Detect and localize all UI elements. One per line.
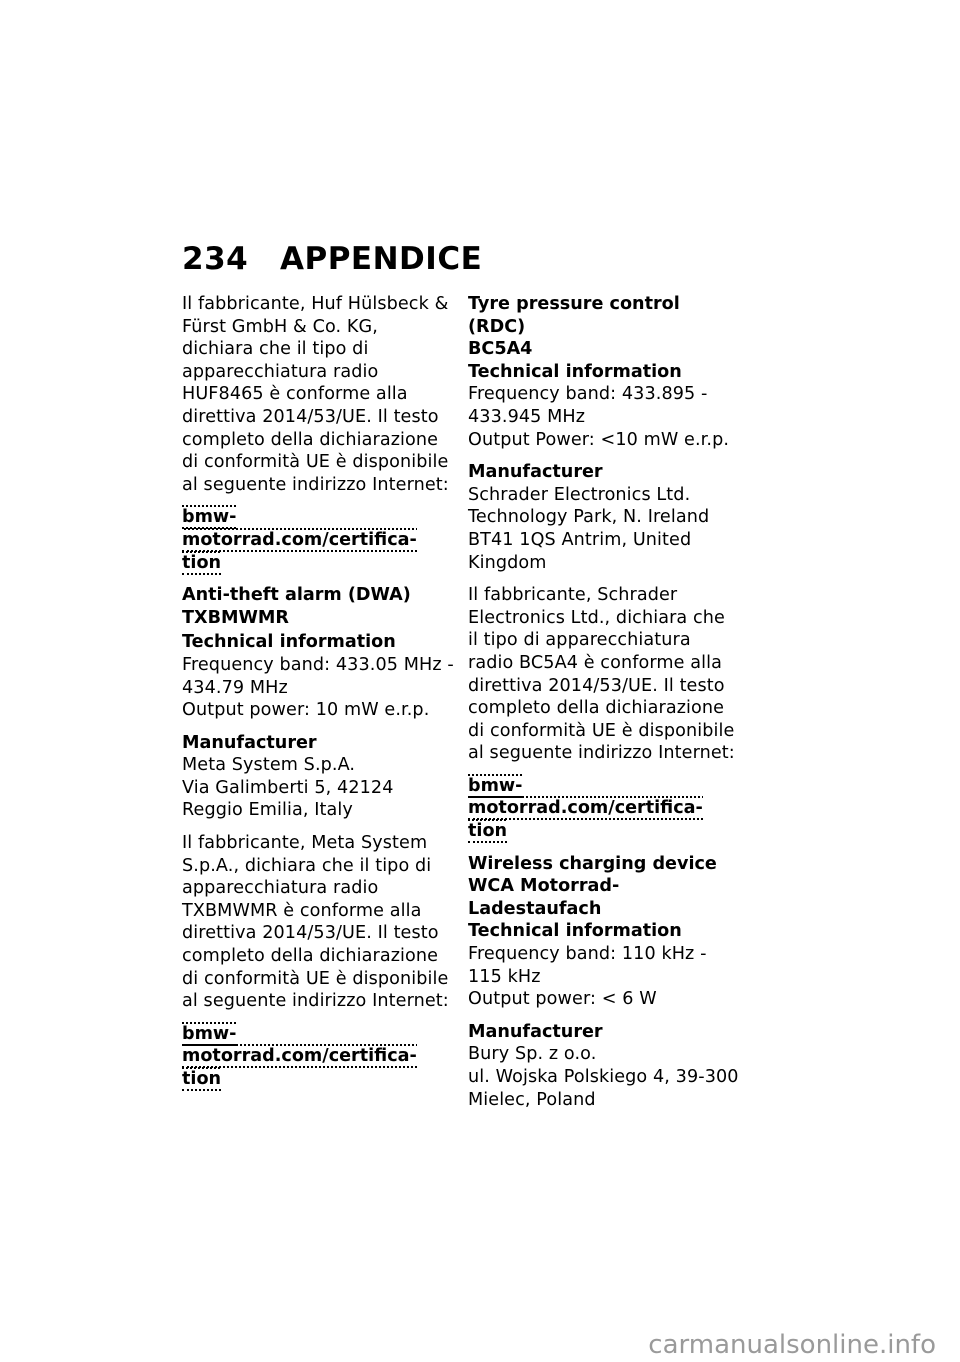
rdc-link-part-1[interactable]: bmw-motorrad.com/certifica-: [468, 775, 703, 819]
wca-manufacturer-address: Bury Sp. z o.o. ul. Wojska Polskiego 4, 39-300 Mielec, Poland: [468, 1044, 739, 1110]
section-title: APPENDICE: [280, 241, 483, 277]
watermark: carmanualsonline.info: [648, 1330, 936, 1360]
dwa-tech-details: Frequency band: 433.05 MHz - 434.79 MHz Output power: 10 mW e.r.p.: [182, 654, 454, 721]
rdc-manufacturer-address: Schrader Electronics Ltd. Technology Park, N. Ireland BT41 1QS Antrim, United Kingdom: [468, 484, 710, 573]
wca-tech-heading: Technical information: [468, 921, 682, 942]
rdc-certification-link[interactable]: [468, 775, 740, 843]
left-column: [182, 293, 454, 1101]
dwa-heading: Anti-theft alarm (DWA) TXBMWMR: [182, 585, 411, 628]
rdc-link-part-2[interactable]: tion: [468, 821, 508, 842]
rdc-manufacturer-heading: Manufacturer: [468, 462, 603, 483]
dwa-manufacturer-address: Meta System S.p.A. Via Galimberti 5, 42124 Reggio Emilia, Italy: [182, 755, 394, 821]
huf-certification-link[interactable]: [182, 506, 454, 574]
page-header: [182, 242, 482, 276]
wca-tech-details: Frequency band: 110 kHz - 115 kHz Output power: < 6 W: [468, 944, 707, 1010]
huf-link-part-2[interactable]: tion: [182, 552, 222, 573]
huf-declaration-text: Il fabbricante, Huf Hülsbeck & Fürst GmbH & Co. KG, dichiara che il tipo di apparecchiatura radio HUF8465 è conforme alla direttiva 2014/53/UE. Il testo completo della dichiarazione di conformità UE è disponibile al seguente indirizzo Internet:: [182, 294, 449, 495]
right-column: [468, 293, 740, 1121]
dwa-declaration-text: Il fabbricante, Meta System S.p.A., dichiara che il tipo di apparecchiatura radio TXBMWMR è conforme alla direttiva 2014/53/UE. Il testo completo della dichiarazione di conformità UE è disponibile al seguente indirizzo Internet:: [182, 833, 449, 1012]
rdc-declaration-text: Il fabbricante, Schrader Electronics Ltd., dichiara che il tipo di apparecchiatura radio BC5A4 è conforme alla direttiva 2014/53/UE. Il testo completo della dichiarazione di conformità UE è disponibile al seguente indirizzo Internet:: [468, 585, 735, 764]
rdc-tech-heading: Technical information: [468, 361, 682, 382]
dwa-manufacturer-heading: Manufacturer: [182, 732, 317, 753]
rdc-tech-details: Frequency band: 433.895 - 433.945 MHz Output Power: <10 mW e.r.p.: [468, 384, 730, 450]
dwa-tech-heading: Technical information: [182, 632, 396, 653]
dwa-link-part-2[interactable]: tion: [182, 1069, 222, 1089]
dwa-link-part-1[interactable]: bmw-motorrad.com/certifica-: [182, 1023, 417, 1067]
page-number: 234: [182, 241, 249, 277]
dwa-certification-link[interactable]: [182, 1023, 454, 1091]
wca-heading: Wireless charging device WCA Motorrad-Ladestaufach: [468, 853, 717, 919]
huf-link-part-1[interactable]: bmw-motorrad.com/certifica-: [182, 507, 417, 550]
wca-manufacturer-heading: Manufacturer: [468, 1021, 603, 1042]
rdc-heading: Tyre pressure control (RDC) BC5A4: [468, 294, 680, 360]
